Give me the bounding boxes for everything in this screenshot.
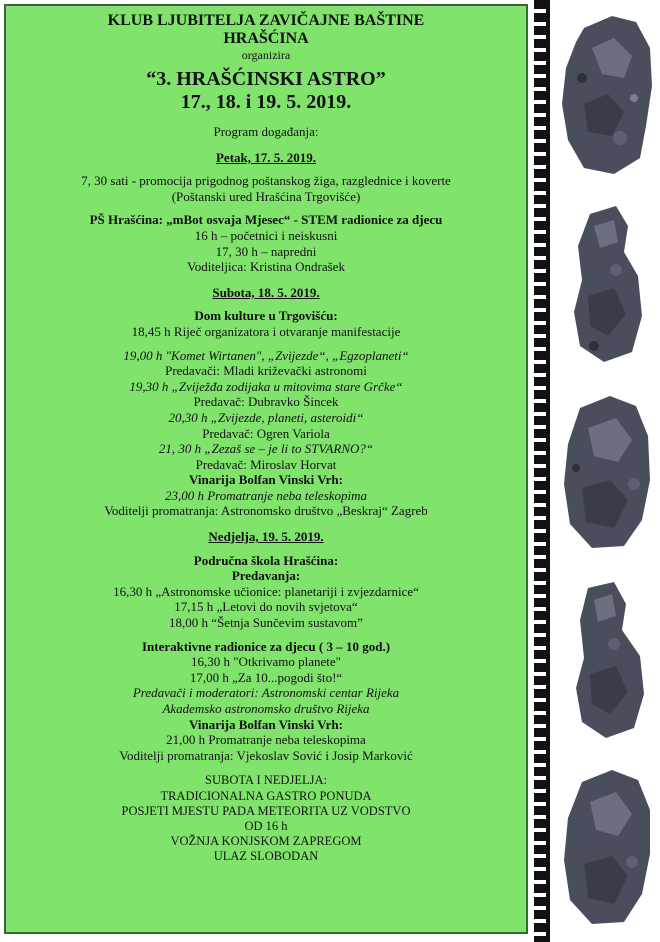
sunday-lecture1: 16,30 h „Astronomske učionice: planetariji i zvjezdarnice“ bbox=[113, 583, 419, 599]
meteorite-photo-5 bbox=[554, 760, 658, 932]
saturday-winery: Vinarija Bolfan Vinski Vrh: bbox=[189, 472, 343, 488]
meteorite-image bbox=[554, 196, 658, 368]
sunday-workshop2: 17,00 h „Za 10...pogodi što!“ bbox=[189, 669, 343, 685]
friday-school-line1: 16 h – početnici i neiskusni bbox=[194, 227, 338, 243]
footer-line1: SUBOTA I NEDJELJA: bbox=[205, 773, 327, 788]
footer-line5: VOŽNJA KONJSKOM ZAPREGOM bbox=[170, 834, 362, 849]
friday-line1: 7, 30 sati - promocija prigodnog poštanskog žiga, razglednice i koverte bbox=[81, 173, 451, 189]
friday-school-leader: Voditeljica: Kristina Ondrašek bbox=[187, 259, 345, 275]
sunday-observation: 21,00 h Promatranje neba teleskopima bbox=[166, 732, 366, 748]
sunday-observation-leaders: Voditelji promatranja: Vjekoslav Sović i Josip Marković bbox=[119, 747, 413, 763]
meteorite-image bbox=[554, 384, 658, 556]
saturday-talk2: 19,30 h „Zviježđa zodijaka u mitovima stare Grčke“ bbox=[129, 378, 403, 394]
sunday-lecture2: 17,15 h „Letovi do novih svjetova“ bbox=[174, 599, 358, 615]
saturday-venue: Dom kulture u Trgovišću: bbox=[194, 308, 338, 324]
sunday-winery: Vinarija Bolfan Vinski Vrh: bbox=[189, 716, 343, 732]
sunday-moderators1: Predavači i moderatori: Astronomski centar Rijeka bbox=[132, 685, 400, 701]
saturday-opening: 18,45 h Riječ organizatora i otvaranje manifestacije bbox=[131, 323, 401, 339]
meteorite-photo-4 bbox=[554, 572, 658, 744]
organizes-label: organizira bbox=[241, 48, 291, 62]
friday-school-line2: 17, 30 h – napredni bbox=[215, 243, 317, 259]
friday-line2: (Poštanski ured Hrašćina Trgovišće) bbox=[171, 188, 361, 204]
friday-school-title: PŠ Hrašćina: „mBot osvaja Mjesec“ - STEM radionice za djecu bbox=[89, 212, 443, 228]
meteorite-photo-3 bbox=[554, 384, 658, 556]
saturday-heading: Subota, 18. 5. 2019. bbox=[212, 284, 320, 300]
saturday-talk4: 21, 30 h „Zezaš se – je li to STVARNO?“ bbox=[158, 441, 374, 457]
saturday-talk4-speaker: Predavač: Miroslav Horvat bbox=[195, 456, 337, 472]
saturday-talk3: 20,30 h „Zvijezde, planeti, asteroidi“ bbox=[168, 409, 364, 425]
footer-line3: POSJETI MJESTU PADA METEORITA UZ VODSTVO bbox=[121, 803, 411, 818]
event-title: “3. HRAŠĆINSKI ASTRO” bbox=[146, 68, 386, 90]
meteorite-image bbox=[554, 760, 658, 932]
sunday-moderators2: Akademsko astronomsko društvo Rijeka bbox=[162, 701, 370, 716]
saturday-talk3-speaker: Predavač: Ogren Variola bbox=[202, 425, 330, 441]
sunday-venue: Područna škola Hrašćina: bbox=[193, 552, 339, 568]
meteorite-image bbox=[554, 8, 658, 180]
meteorite-photo-2 bbox=[554, 196, 658, 368]
meteorite-photo-1 bbox=[554, 8, 658, 180]
sunday-workshop1: 16,30 h "Otkrivamo planete" bbox=[191, 654, 341, 670]
meteorite-image bbox=[554, 572, 658, 744]
sunday-workshops-title: Interaktivne radionice za djecu ( 3 – 10 god.) bbox=[141, 638, 391, 654]
sunday-lectures-label: Predavanja: bbox=[231, 568, 301, 584]
sunday-heading: Nedjelja, 19. 5. 2019. bbox=[208, 529, 324, 545]
poster-content bbox=[6, 12, 526, 865]
saturday-talk2-speaker: Predavač: Dubravko Šincek bbox=[193, 394, 339, 410]
filmstrip-perforations bbox=[534, 0, 546, 942]
club-name: KLUB LJUBITELJA ZAVIČAJNE BAŠTINE bbox=[107, 12, 425, 29]
saturday-talk1-speaker: Predavači: Mladi križevački astronomi bbox=[165, 363, 367, 379]
friday-heading: Petak, 17. 5. 2019. bbox=[215, 149, 317, 165]
footer-line6: ULAZ SLOBODAN bbox=[213, 849, 319, 864]
filmstrip-border bbox=[546, 0, 550, 942]
meteorite-filmstrip bbox=[530, 0, 660, 942]
poster bbox=[4, 4, 528, 934]
footer bbox=[6, 773, 526, 864]
footer-line4: OD 16 h bbox=[244, 818, 288, 833]
place-name: HRAŠĆINA bbox=[223, 30, 309, 47]
event-dates: 17., 18. i 19. 5. 2019. bbox=[180, 91, 352, 113]
program-label: Program događanja: bbox=[213, 124, 319, 139]
sunday-lecture3: 18,00 h “Šetnja Sunčevim sustavom” bbox=[169, 615, 363, 631]
saturday-talk1: 19,00 h "Komet Wirtanen", „Zvijezde“, „Egzoplaneti“ bbox=[123, 347, 409, 363]
saturday-observation: 23,00 h Promatranje neba teleskopima bbox=[164, 487, 368, 503]
saturday-observation-leaders: Voditelji promatranja: Astronomsko društvo „Beskraj“ Zagreb bbox=[104, 503, 428, 519]
footer-line2: TRADICIONALNA GASTRO PONUDA bbox=[160, 788, 372, 803]
